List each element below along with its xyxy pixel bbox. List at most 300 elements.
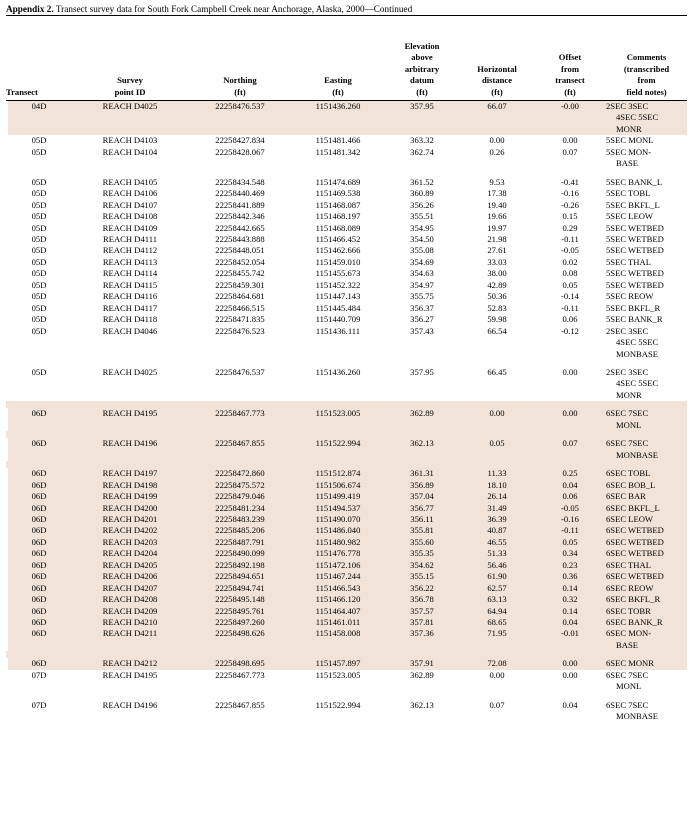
- cell-easting: 1151466.543: [292, 583, 384, 594]
- spacer-cell: [384, 360, 460, 367]
- cell-easting: 1151436.111: [315, 325, 361, 336]
- table-row: [6, 438, 687, 461]
- cell-northing: 22258443.888: [215, 233, 265, 244]
- cell-survey-point-id: REACH D4196: [72, 438, 188, 461]
- cell-survey-point-id: REACH D4199: [72, 491, 188, 502]
- cell-horizontal-distance: 66.07: [460, 101, 534, 136]
- cell-horizontal-distance: 46.55: [460, 537, 534, 548]
- cell-horizontal-distance: 36.39: [460, 514, 534, 525]
- cell-offset: 0.07: [562, 146, 578, 157]
- spacer-cell: [460, 360, 534, 367]
- table-caption: [0, 0, 693, 15]
- header-line: point ID: [114, 86, 146, 97]
- cell-survey-point-id: REACH D4204: [72, 548, 188, 559]
- cell-offset: 0.06: [534, 491, 606, 502]
- cell-elevation: 357.91: [384, 658, 460, 669]
- spacer-cell: [6, 170, 72, 177]
- cell-survey-point-id: REACH D4109: [102, 222, 158, 233]
- cell-comments: [606, 326, 687, 360]
- table-row: [6, 147, 687, 170]
- cell-offset: -0.05: [561, 245, 579, 256]
- cell-northing: 22258495.761: [188, 606, 292, 617]
- cell-elevation: 357.81: [384, 617, 460, 628]
- comment-line: 5SEC BKFL_R: [606, 302, 661, 313]
- table-row: [6, 303, 687, 314]
- cell-comments: [606, 280, 687, 291]
- cell-offset: -0.26: [561, 199, 579, 210]
- cell-northing: 22258442.665: [215, 222, 265, 233]
- comment-line: 6SEC LEOW: [606, 513, 654, 524]
- spacer-cell: [384, 651, 460, 658]
- cell-horizontal-distance: 21.98: [487, 233, 507, 244]
- cell-horizontal-distance: 66.54: [487, 325, 507, 336]
- table-row: [6, 606, 687, 617]
- cell-northing: 22258464.681: [215, 291, 265, 302]
- cell-easting: 1151461.011: [292, 617, 384, 628]
- column-header-comments: [606, 16, 687, 101]
- spacer-cell: [6, 431, 72, 438]
- spacer-cell: [534, 461, 606, 468]
- cell-comments: [606, 291, 687, 302]
- header-line: datum: [410, 75, 434, 86]
- table-row: [6, 560, 687, 571]
- cell-horizontal-distance: 11.33: [460, 468, 534, 479]
- cell-elevation: 355.08: [410, 245, 434, 256]
- cell-northing: 22258483.239: [188, 514, 292, 525]
- row-spacer: [6, 401, 687, 408]
- cell-northing: 22258494.741: [188, 583, 292, 594]
- table-row: [6, 408, 687, 431]
- cell-offset: 0.06: [562, 314, 578, 325]
- cell-easting: 1151436.260: [315, 366, 361, 377]
- cell-offset: 0.34: [534, 548, 606, 559]
- spacer-cell: [188, 461, 292, 468]
- cell-northing: 22258479.046: [188, 491, 292, 502]
- cell-survey-point-id: REACH D4198: [72, 480, 188, 491]
- cell-comments: [606, 438, 687, 461]
- cell-northing: 22258467.773: [215, 669, 265, 680]
- spacer-cell: [188, 431, 292, 438]
- comment-line: 5SEC THAL: [606, 256, 651, 267]
- spacer-cell: [72, 461, 188, 468]
- cell-horizontal-distance: 61.90: [460, 571, 534, 582]
- cell-offset: 0.04: [534, 480, 606, 491]
- comment-line: 6SEC BKFL_R: [606, 594, 661, 605]
- spacer-cell: [384, 401, 460, 408]
- comment-line: 6SEC WETBED: [606, 571, 664, 582]
- header-line: distance: [481, 75, 513, 86]
- table-row: [6, 280, 687, 291]
- cell-horizontal-distance: 31.49: [460, 503, 534, 514]
- header-line: from: [561, 63, 579, 74]
- cell-comments: [606, 234, 687, 245]
- cell-offset: 0.07: [534, 438, 606, 461]
- cell-comments: [606, 101, 687, 136]
- spacer-cell: [72, 360, 188, 367]
- cell-transect: 05D: [31, 176, 47, 187]
- cell-northing: 22258472.860: [188, 468, 292, 479]
- comment-line: 6SEC BOB_L: [606, 479, 656, 490]
- spacer-cell: [534, 431, 606, 438]
- header-line: Survey: [117, 75, 143, 86]
- cell-horizontal-distance: 19.97: [487, 222, 507, 233]
- table-body: [6, 101, 687, 723]
- cell-comments: [606, 188, 687, 199]
- cell-transect: 05D: [31, 291, 47, 302]
- cell-northing: 22258475.572: [188, 480, 292, 491]
- spacer-cell: [292, 360, 384, 367]
- comment-line: 6SEC THAL: [606, 559, 651, 570]
- spacer-cell: [6, 461, 72, 468]
- spacer-cell: [72, 401, 188, 408]
- cell-comments: [606, 617, 687, 628]
- cell-easting: 1151499.419: [292, 491, 384, 502]
- table-row: [6, 525, 687, 536]
- cell-transect: 06D: [6, 548, 72, 559]
- row-spacer: [6, 693, 687, 700]
- comment-line: 5SEC WETBED: [606, 233, 664, 244]
- table-row: [6, 658, 687, 669]
- cell-transect: 05D: [31, 188, 47, 199]
- cell-horizontal-distance: 0.00: [489, 135, 505, 146]
- cell-offset: 0.08: [562, 268, 578, 279]
- comment-line: 5SEC WETBED: [606, 245, 664, 256]
- header-line: (ft): [491, 86, 503, 97]
- caption-label: Appendix 2.: [6, 4, 54, 14]
- cell-survey-point-id: REACH D4025: [102, 366, 158, 377]
- cell-offset: 0.05: [562, 279, 578, 290]
- cell-comments: [606, 548, 687, 559]
- cell-northing: 22258441.889: [215, 199, 265, 210]
- cell-northing: 22258495.148: [188, 594, 292, 605]
- cell-easting: 1151522.994: [292, 438, 384, 461]
- row-spacer: [6, 431, 687, 438]
- cell-comments: [606, 606, 687, 617]
- cell-horizontal-distance: 19.66: [487, 211, 507, 222]
- cell-easting: 1151466.452: [315, 233, 361, 244]
- cell-elevation: 361.31: [384, 468, 460, 479]
- comment-line: 5SEC LEOW: [606, 211, 654, 222]
- cell-comments: [606, 211, 687, 222]
- cell-comments: [606, 503, 687, 514]
- table-row: [6, 503, 687, 514]
- table-row: [6, 480, 687, 491]
- cell-offset: 0.00: [562, 135, 578, 146]
- spacer-cell: [188, 170, 292, 177]
- table-row: [6, 537, 687, 548]
- cell-transect: 05D: [31, 146, 47, 157]
- cell-survey-point-id: REACH D4118: [102, 314, 158, 325]
- cell-horizontal-distance: 40.87: [460, 525, 534, 536]
- cell-transect: 06D: [6, 525, 72, 536]
- comment-line: MONL: [616, 681, 642, 692]
- cell-horizontal-distance: 42.89: [487, 279, 507, 290]
- cell-horizontal-distance: 19.40: [487, 199, 507, 210]
- cell-comments: [606, 525, 687, 536]
- survey-table-container: [0, 15, 693, 723]
- cell-comments: [606, 147, 687, 170]
- cell-offset: -0.16: [561, 188, 579, 199]
- table-row: [6, 670, 687, 693]
- cell-horizontal-distance: 62.57: [460, 583, 534, 594]
- cell-easting: 1151494.537: [292, 503, 384, 514]
- cell-comments: [606, 583, 687, 594]
- cell-northing: 22258494.651: [188, 571, 292, 582]
- table-row: [6, 200, 687, 211]
- cell-elevation: 357.43: [410, 325, 434, 336]
- cell-comments: [606, 367, 687, 401]
- cell-elevation: 362.89: [410, 669, 434, 680]
- caption-text: Transect survey data for South Fork Campbell Creek near Anchorage, Alaska, 2000—Continued: [53, 4, 413, 14]
- cell-elevation: 356.11: [384, 514, 460, 525]
- cell-elevation: 354.97: [410, 279, 434, 290]
- cell-easting: 1151474.689: [315, 176, 361, 187]
- cell-survey-point-id: REACH D4206: [72, 571, 188, 582]
- comment-line: 6SEC WETBED: [606, 525, 664, 536]
- spacer-cell: [534, 651, 606, 658]
- cell-comments: [606, 658, 687, 669]
- spacer-cell: [534, 401, 606, 408]
- cell-elevation: 357.57: [384, 606, 460, 617]
- header-line: Transect: [6, 86, 38, 97]
- spacer-cell: [534, 170, 606, 177]
- cell-offset: 0.00: [534, 658, 606, 669]
- cell-transect: 06D: [6, 503, 72, 514]
- cell-horizontal-distance: 59.98: [487, 314, 507, 325]
- cell-offset: 0.29: [562, 222, 578, 233]
- cell-comments: [606, 700, 687, 723]
- cell-offset: 0.04: [534, 617, 606, 628]
- header-line: Comments: [626, 52, 667, 63]
- cell-horizontal-distance: 66.45: [487, 366, 507, 377]
- spacer-cell: [534, 693, 606, 700]
- spacer-cell: [460, 461, 534, 468]
- cell-elevation: 355.15: [384, 571, 460, 582]
- spacer-cell: [6, 360, 72, 367]
- cell-offset: -0.11: [534, 525, 606, 536]
- comment-line: 5SEC BANK_L: [606, 176, 663, 187]
- cell-horizontal-distance: 71.95: [460, 628, 534, 651]
- cell-elevation: 357.95: [384, 101, 460, 136]
- spacer-cell: [292, 401, 384, 408]
- cell-offset: -0.11: [561, 302, 579, 313]
- cell-transect: 05D: [31, 199, 47, 210]
- cell-easting: 1151490.070: [292, 514, 384, 525]
- cell-northing: 22258498.695: [188, 658, 292, 669]
- cell-horizontal-distance: 26.14: [460, 491, 534, 502]
- comment-line: 5SEC BANK_R: [606, 314, 663, 325]
- cell-transect: 06D: [6, 408, 72, 431]
- cell-survey-point-id: REACH D4195: [102, 669, 158, 680]
- comment-line: 6SEC BANK_R: [606, 617, 663, 628]
- cell-elevation: 357.36: [384, 628, 460, 651]
- cell-transect: 05D: [31, 256, 47, 267]
- cell-offset: 0.36: [534, 571, 606, 582]
- cell-northing: 22258490.099: [188, 548, 292, 559]
- cell-northing: 22258498.626: [188, 628, 292, 651]
- header-line: (ft): [416, 86, 428, 97]
- cell-horizontal-distance: 72.08: [460, 658, 534, 669]
- cell-easting: 1151458.008: [292, 628, 384, 651]
- cell-easting: 1151512.874: [292, 468, 384, 479]
- cell-northing: 22258476.523: [215, 325, 265, 336]
- cell-elevation: 355.81: [384, 525, 460, 536]
- cell-comments: [606, 223, 687, 234]
- cell-northing: 22258467.855: [188, 438, 292, 461]
- cell-northing: 22258476.537: [215, 366, 265, 377]
- cell-easting: 1151486.040: [292, 525, 384, 536]
- column-header-elevation: [384, 16, 460, 101]
- cell-elevation: 354.50: [410, 233, 434, 244]
- cell-transect: 04D: [6, 101, 72, 136]
- spacer-cell: [6, 651, 72, 658]
- cell-survey-point-id: REACH D4105: [102, 176, 158, 187]
- cell-comments: [606, 628, 687, 651]
- table-row: [6, 491, 687, 502]
- spacer-cell: [6, 693, 72, 700]
- comment-line: BASE: [616, 158, 638, 169]
- cell-horizontal-distance: 63.13: [460, 594, 534, 605]
- spacer-cell: [384, 461, 460, 468]
- cell-elevation: 356.22: [384, 583, 460, 594]
- cell-easting: 1151466.120: [292, 594, 384, 605]
- cell-survey-point-id: REACH D4209: [72, 606, 188, 617]
- spacer-cell: [384, 693, 460, 700]
- cell-transect: 05D: [31, 279, 47, 290]
- cell-elevation: 357.04: [384, 491, 460, 502]
- comment-line: 6SEC TOBL: [606, 468, 651, 479]
- cell-elevation: 356.89: [384, 480, 460, 491]
- cell-elevation: 354.95: [410, 222, 434, 233]
- spacer-cell: [460, 651, 534, 658]
- cell-elevation: 362.89: [384, 408, 460, 431]
- comment-line: 6SEC 7SEC: [606, 438, 649, 449]
- cell-elevation: 357.95: [410, 366, 434, 377]
- header-line: from: [637, 75, 656, 86]
- spacer-cell: [606, 401, 687, 408]
- comment-line: 4SEC 5SEC: [616, 337, 659, 348]
- cell-horizontal-distance: 33.03: [487, 256, 507, 267]
- cell-comments: [606, 135, 687, 146]
- row-spacer: [6, 461, 687, 468]
- cell-transect: 05D: [31, 245, 47, 256]
- row-spacer: [6, 651, 687, 658]
- cell-survey-point-id: REACH D4108: [102, 211, 158, 222]
- comment-line: 5SEC WETBED: [606, 268, 664, 279]
- cell-easting: 1151459.010: [315, 256, 361, 267]
- cell-easting: 1151462.666: [315, 245, 361, 256]
- table-row: [6, 583, 687, 594]
- comment-line: MONR: [616, 123, 642, 134]
- cell-comments: [606, 571, 687, 582]
- cell-comments: [606, 480, 687, 491]
- cell-offset: 0.00: [562, 366, 578, 377]
- cell-survey-point-id: REACH D4211: [72, 628, 188, 651]
- cell-northing: 22258485.206: [188, 525, 292, 536]
- spacer-cell: [188, 651, 292, 658]
- cell-easting: 1151445.484: [315, 302, 361, 313]
- cell-northing: 22258467.855: [215, 699, 265, 710]
- cell-survey-point-id: REACH D4197: [72, 468, 188, 479]
- cell-transect: 05D: [31, 366, 47, 377]
- cell-comments: [606, 670, 687, 693]
- cell-horizontal-distance: 27.61: [487, 245, 507, 256]
- cell-offset: -0.41: [561, 176, 579, 187]
- comment-line: 6SEC REOW: [606, 582, 654, 593]
- table-row: [6, 628, 687, 651]
- cell-easting: 1151468.089: [315, 222, 361, 233]
- comment-line: 6SEC 7SEC: [606, 699, 649, 710]
- cell-transect: 06D: [6, 594, 72, 605]
- cell-offset: -0.05: [534, 503, 606, 514]
- transect-survey-table: [6, 15, 687, 723]
- cell-offset: 0.04: [562, 699, 578, 710]
- cell-northing: 22258481.234: [188, 503, 292, 514]
- cell-offset: 0.23: [534, 560, 606, 571]
- cell-transect: 06D: [6, 560, 72, 571]
- cell-survey-point-id: REACH D4115: [102, 279, 158, 290]
- header-line: Easting: [324, 75, 352, 86]
- cell-survey-point-id: REACH D4200: [72, 503, 188, 514]
- cell-transect: 06D: [6, 537, 72, 548]
- spacer-cell: [460, 170, 534, 177]
- cell-horizontal-distance: 64.94: [460, 606, 534, 617]
- table-row: [6, 571, 687, 582]
- cell-elevation: 356.37: [410, 302, 434, 313]
- spacer-cell: [72, 170, 188, 177]
- comment-line: 6SEC 7SEC: [606, 669, 649, 680]
- cell-easting: 1151523.005: [315, 669, 361, 680]
- cell-northing: 22258440.469: [215, 188, 265, 199]
- cell-elevation: 356.77: [384, 503, 460, 514]
- cell-offset: 0.32: [534, 594, 606, 605]
- cell-northing: 22258476.537: [188, 101, 292, 136]
- cell-easting: 1151472.106: [292, 560, 384, 571]
- cell-horizontal-distance: 17.38: [487, 188, 507, 199]
- spacer-cell: [72, 651, 188, 658]
- table-row: [6, 223, 687, 234]
- header-line: Northing: [223, 75, 257, 86]
- cell-survey-point-id: REACH D4201: [72, 514, 188, 525]
- spacer-cell: [606, 461, 687, 468]
- cell-elevation: 362.13: [384, 438, 460, 461]
- table-row: [6, 326, 687, 360]
- cell-elevation: 356.26: [410, 199, 434, 210]
- cell-comments: [606, 303, 687, 314]
- cell-survey-point-id: REACH D4210: [72, 617, 188, 628]
- cell-survey-point-id: REACH D4202: [72, 525, 188, 536]
- comment-line: 6SEC WETBED: [606, 548, 664, 559]
- cell-horizontal-distance: 56.46: [460, 560, 534, 571]
- spacer-cell: [606, 431, 687, 438]
- table-row: [6, 101, 687, 136]
- table-header: [6, 16, 687, 101]
- cell-transect: 05D: [31, 325, 47, 336]
- cell-comments: [606, 245, 687, 256]
- cell-horizontal-distance: 18.10: [460, 480, 534, 491]
- cell-easting: 1151481.466: [315, 135, 361, 146]
- cell-horizontal-distance: 51.33: [460, 548, 534, 559]
- cell-survey-point-id: REACH D4104: [102, 146, 158, 157]
- cell-transect: 06D: [6, 628, 72, 651]
- cell-offset: 0.02: [562, 256, 578, 267]
- comment-line: 6SEC WETBED: [606, 536, 664, 547]
- header-line: (transcribed: [623, 63, 670, 74]
- header-line: (ft): [564, 86, 576, 97]
- table-row: [6, 177, 687, 188]
- cell-survey-point-id: REACH D4195: [72, 408, 188, 431]
- header-line: Horizontal: [477, 63, 517, 74]
